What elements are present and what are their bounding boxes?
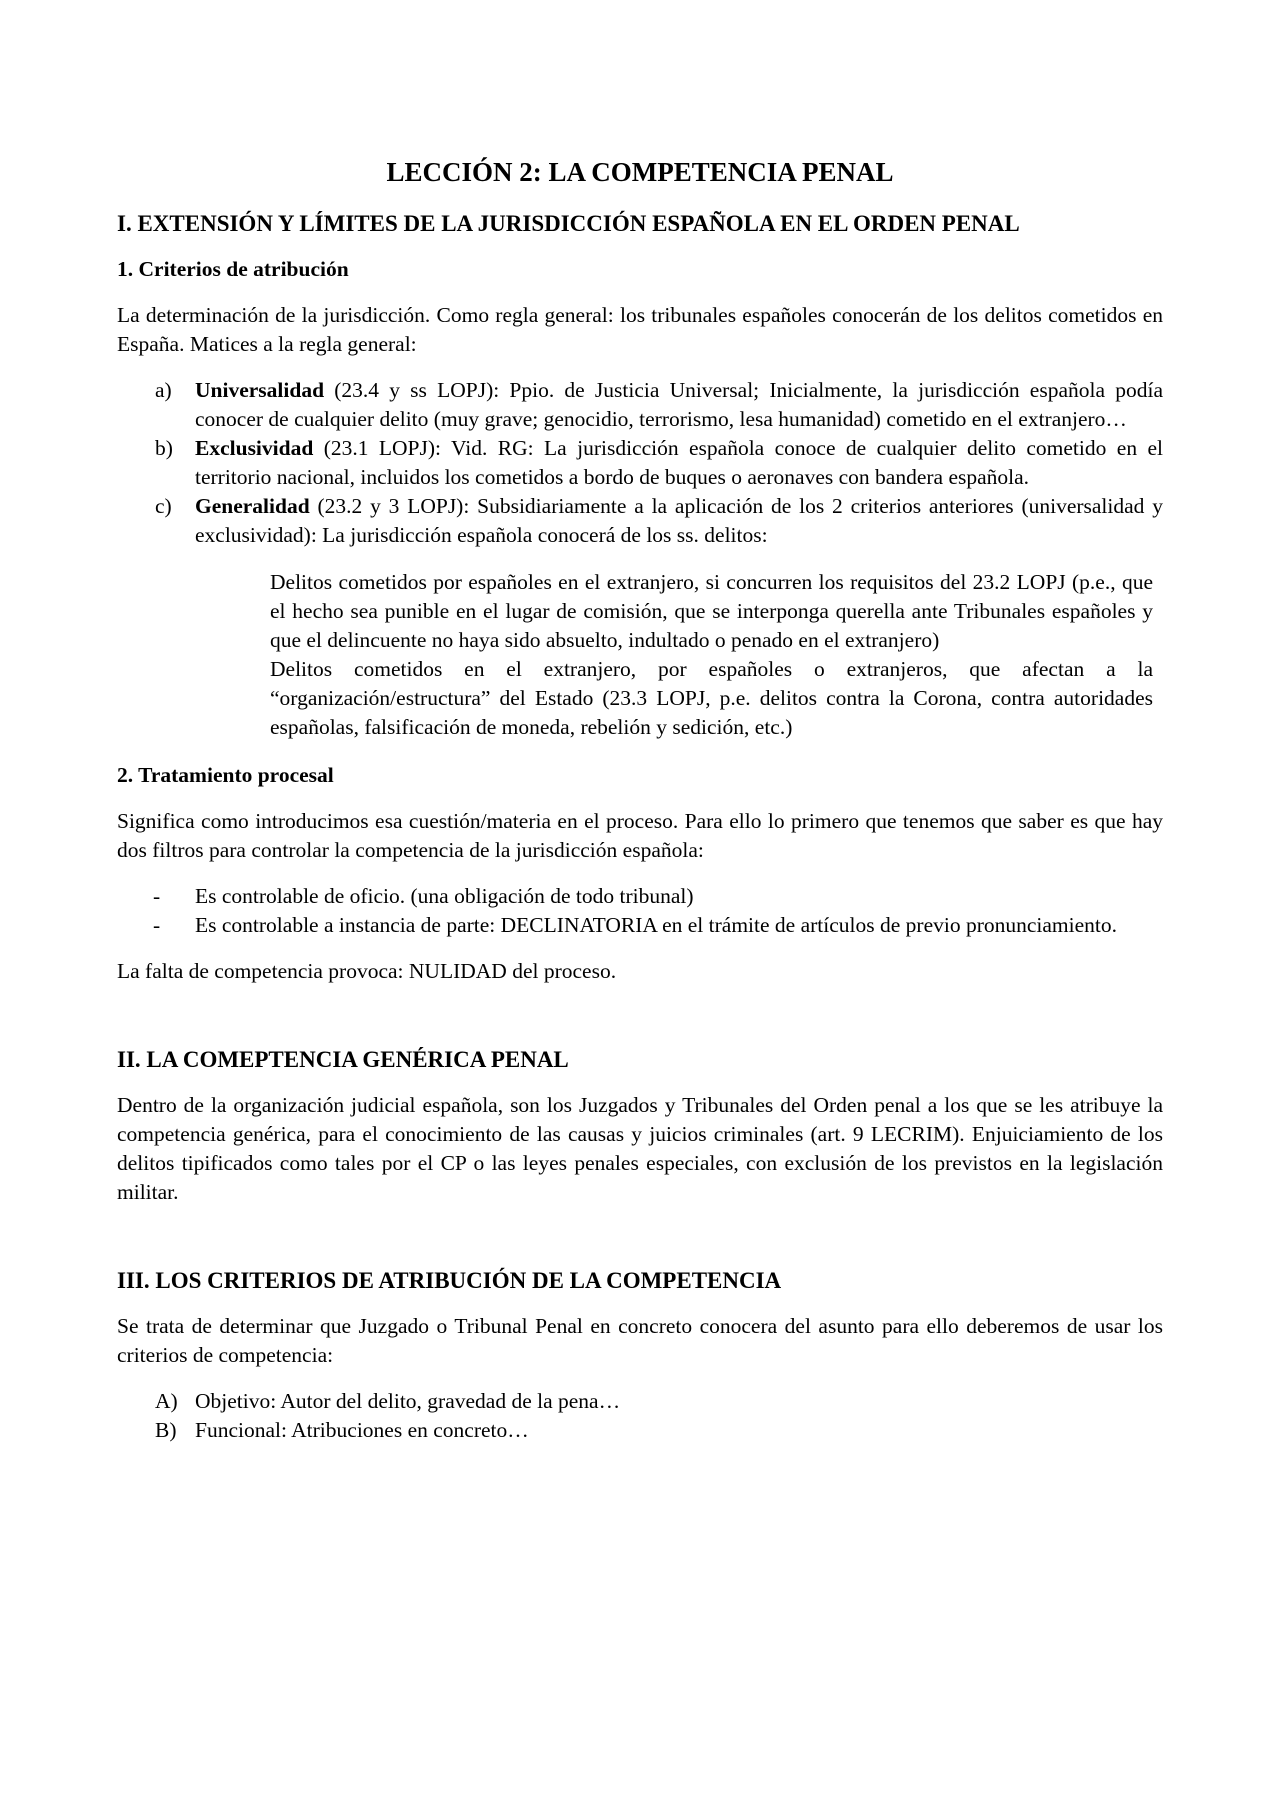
list-marker: A): [155, 1389, 178, 1413]
section-3-heading: III. LOS CRITERIOS DE ATRIBUCIÓN DE LA COMPETENCIA: [117, 1268, 782, 1293]
section-2-heading: II. LA COMEPTENCIA GENÉRICA PENAL: [117, 1047, 569, 1072]
list-item-text: Es controlable a instancia de parte: DECLINATORIA en el trámite de artículos de previo pronunciamiento.: [195, 913, 1118, 937]
list-marker: c): [155, 494, 172, 518]
subsection-1-heading: 1. Criterios de atribución: [117, 257, 349, 281]
page-title: LECCIÓN 2: LA COMPETENCIA PENAL: [386, 157, 894, 187]
list-marker: -: [153, 913, 161, 937]
subsection-1-intro: La determinación de la jurisdicción. Como regla general: los tribunales españoles conocerán de los delitos cometidos en España. Matices a la regla general:: [117, 303, 1163, 356]
spacer: [117, 1224, 1163, 1266]
indented-paragraph: Delitos cometidos por españoles en el extranjero, si concurren los requisitos del 23.2 LOPJ (p.e., que el hecho sea punible en el lugar de comisión, que se interponga querella ante Tribunales españoles y que el delincuente no haya sido absuelto, indultado o penado en el extranjero): [270, 570, 1153, 652]
list-item-text: (23.4 y ss LOPJ): Ppio. de Justicia Universal; Inicialmente, la jurisdicción española podía conocer de cualquier delito (muy grave; genocidio, terrorismo, lesa humanidad) cometido en el extranjero…: [195, 378, 1163, 431]
indented-block: [270, 568, 1153, 742]
list-item-text: (23.2 y 3 LOPJ): Subsidiariamente a la aplicación de los 2 criterios anteriores (universalidad y exclusividad): La jurisdicción española conocerá de los ss. delitos:: [195, 494, 1163, 547]
list-marker: a): [155, 378, 172, 402]
criteria-list: [117, 376, 1163, 550]
filters-list: [117, 882, 1163, 940]
list-item-term: Exclusividad: [195, 436, 314, 460]
list-item-text: Objetivo: Autor del delito, gravedad de la pena…: [195, 1389, 621, 1413]
indented-paragraph: Delitos cometidos en el extranjero, por españoles o extranjeros, que afectan a la “organización/estructura” del Estado (23.3 LOPJ, p.e. delitos contra la Corona, contra autoridades españolas, falsificación de moneda, rebelión y sedición, etc.): [270, 657, 1153, 739]
competence-criteria-list: [117, 1387, 1163, 1445]
list-item: [117, 492, 1163, 550]
list-item-text: Funcional: Atribuciones en concreto…: [195, 1418, 529, 1442]
list-item-term: Universalidad: [195, 378, 325, 402]
section-1-heading: I. EXTENSIÓN Y LÍMITES DE LA JURISDICCIÓN ESPAÑOLA EN EL ORDEN PENAL: [117, 211, 1020, 236]
subsection-2-intro: Significa como introducimos esa cuestión/materia en el proceso. Para ello lo primero que tenemos que saber es que hay dos filtros para controlar la competencia de la jurisdicción española:: [117, 809, 1163, 862]
list-item: [117, 1416, 1163, 1445]
list-item-text: Es controlable de oficio. (una obligación de todo tribunal): [195, 884, 694, 908]
section-2-body: Dentro de la organización judicial española, son los Juzgados y Tribunales del Orden penal a los que se les atribuye la competencia genérica, para el conocimiento de las causas y juicios criminales (art. 9 LECRIM). Enjuiciamiento de los delitos tipificados como tales por el CP o las leyes penales especiales, con exclusión de los previstos en la legislación militar.: [117, 1093, 1163, 1204]
list-item: [117, 882, 1163, 911]
subsection-2-closing: La falta de competencia provoca: NULIDAD del proceso.: [117, 959, 617, 983]
list-marker: B): [155, 1418, 177, 1442]
list-item-term: Generalidad: [195, 494, 310, 518]
list-item: [117, 1387, 1163, 1416]
list-marker: b): [155, 436, 173, 460]
subsection-2-heading: 2. Tratamiento procesal: [117, 763, 334, 787]
list-marker: -: [153, 884, 161, 908]
list-item: [117, 434, 1163, 492]
list-item: [117, 911, 1163, 940]
spacer: [117, 1003, 1163, 1045]
list-item-text: (23.1 LOPJ): Vid. RG: La jurisdicción española conoce de cualquier delito cometido en el territorio nacional, incluidos los cometidos a bordo de buques o aeronaves con bandera española.: [195, 436, 1163, 489]
list-item: [117, 376, 1163, 434]
section-3-intro: Se trata de determinar que Juzgado o Tribunal Penal en concreto conocera del asunto para ello deberemos de usar los criterios de competencia:: [117, 1314, 1163, 1367]
